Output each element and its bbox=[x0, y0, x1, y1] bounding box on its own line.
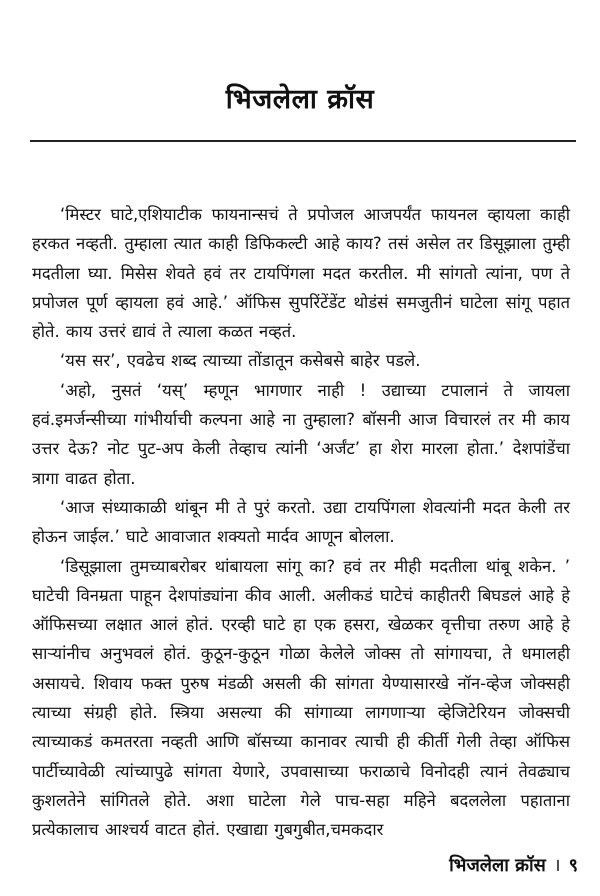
page-number: ९ bbox=[568, 855, 578, 876]
footer-separator: । bbox=[553, 855, 561, 876]
paragraph-3: ‘अहो, नुसतं ‘यस्’ म्हणून भागणार नाही ! उद्याच्या टपालानं ते जायला हवं.इमर्जन्सीच्या गांभीर्याची कल्पना आहे ना तुम्हाला? बॉसनी आज विचारलं तर मी काय उत्तर देऊ? नोट पुट-अप केली तेव्हाच त्यांनी ‘अर्जंट’ हा शेरा मारला होता.’ देशपांडेंचा त्रागा वाढत होता. bbox=[32, 380, 570, 488]
page-footer bbox=[449, 852, 578, 880]
paragraph-2: ‘यस सर’, एवढेच शब्द त्याच्या तोंडातून कसेबसे बाहेर पडले. bbox=[60, 351, 421, 371]
chapter-body bbox=[32, 200, 570, 845]
paragraph-5: ‘डिसूझाला तुमच्याबरोबर थांबायला सांगू का? हवं तर मीही मदतीला थांबू शकेन. ’ घाटेची विनम्रता पाहून देशपांड्यांना कीव आली. अलीकडं घाटेचं काहीतरी बिघडलं आहे हे ऑफिसच्या लक्षात आलं होतं. एरव्ही घाटे हा एक हसरा, खेळकर वृत्तीचा तरुण आहे हे साऱ्यांनीच अनुभवलं होतं. कुठून-कुठून गोळा केलेले जोक्स तो सांगायचा, ते धमालही असायचे. शिवाय फक्त पुरुष मंडळी असली की सांगता येण्यासारखे नॉन-व्हेज जोक्सही त्याच्या संग्रही होते. स्त्रिया असल्या की सांगाव्या लागणाऱ्या व्हेजिटेरियन जोक्सची त्याच्याकडं कमतरता नव्हती आणि बॉसच्या कानावर त्याची ही कीर्ती गेली तेव्हा ऑफिस पार्टीच्यावेळी त्यांच्यापुढे सांगता येणारे, उपवासाच्या फराळाचे विनोदही त्यानं तेवढ्याच कुशलतेने सांगितले होते. अशा घाटेला गेले पाच-सहा महिने बदललेला पहाताना प्रत्येकालाच आश्चर्य वाटत होतं. एखाद्या गुबगुबीत,चमकदार bbox=[32, 556, 570, 840]
title-divider bbox=[30, 140, 576, 142]
paragraph-4: ‘आज संध्याकाळी थांबून मी ते पुरं करतो. उद्या टायपिंगला शेवत्यांनी मदत केली तर होऊन जाईल.’ घाटे आवाजात शक्यतो मार्दव आणून बोलला. bbox=[32, 497, 570, 547]
running-title: भिजलेला क्रॉस bbox=[449, 855, 546, 876]
chapter-title: भिजलेला क्रॉस bbox=[225, 84, 375, 115]
paragraph-1: ‘मिस्टर घाटे,एशियाटीक फायनान्सचं ते प्रपोजल आजपर्यंत फायनल व्हायला काही हरकत नव्हती. तुम्हाला त्यात काही डिफिकल्टी आहे काय? तसं असेल तर डिसूझाला तुम्ही मदतीला घ्या. मिसेस शेवते हवं तर टायपिंगला मदत करतील. मी सांगतो त्यांना, पण ते प्रपोजल पूर्ण व्हायला हवं आहे.’ ऑफिस सुपरिंटेंडेंट थोडंसं समजुतीनं घाटेला सांगू पहात होते. काय उत्तरं द्यावं ते त्याला कळत नव्हतं. bbox=[32, 205, 570, 342]
